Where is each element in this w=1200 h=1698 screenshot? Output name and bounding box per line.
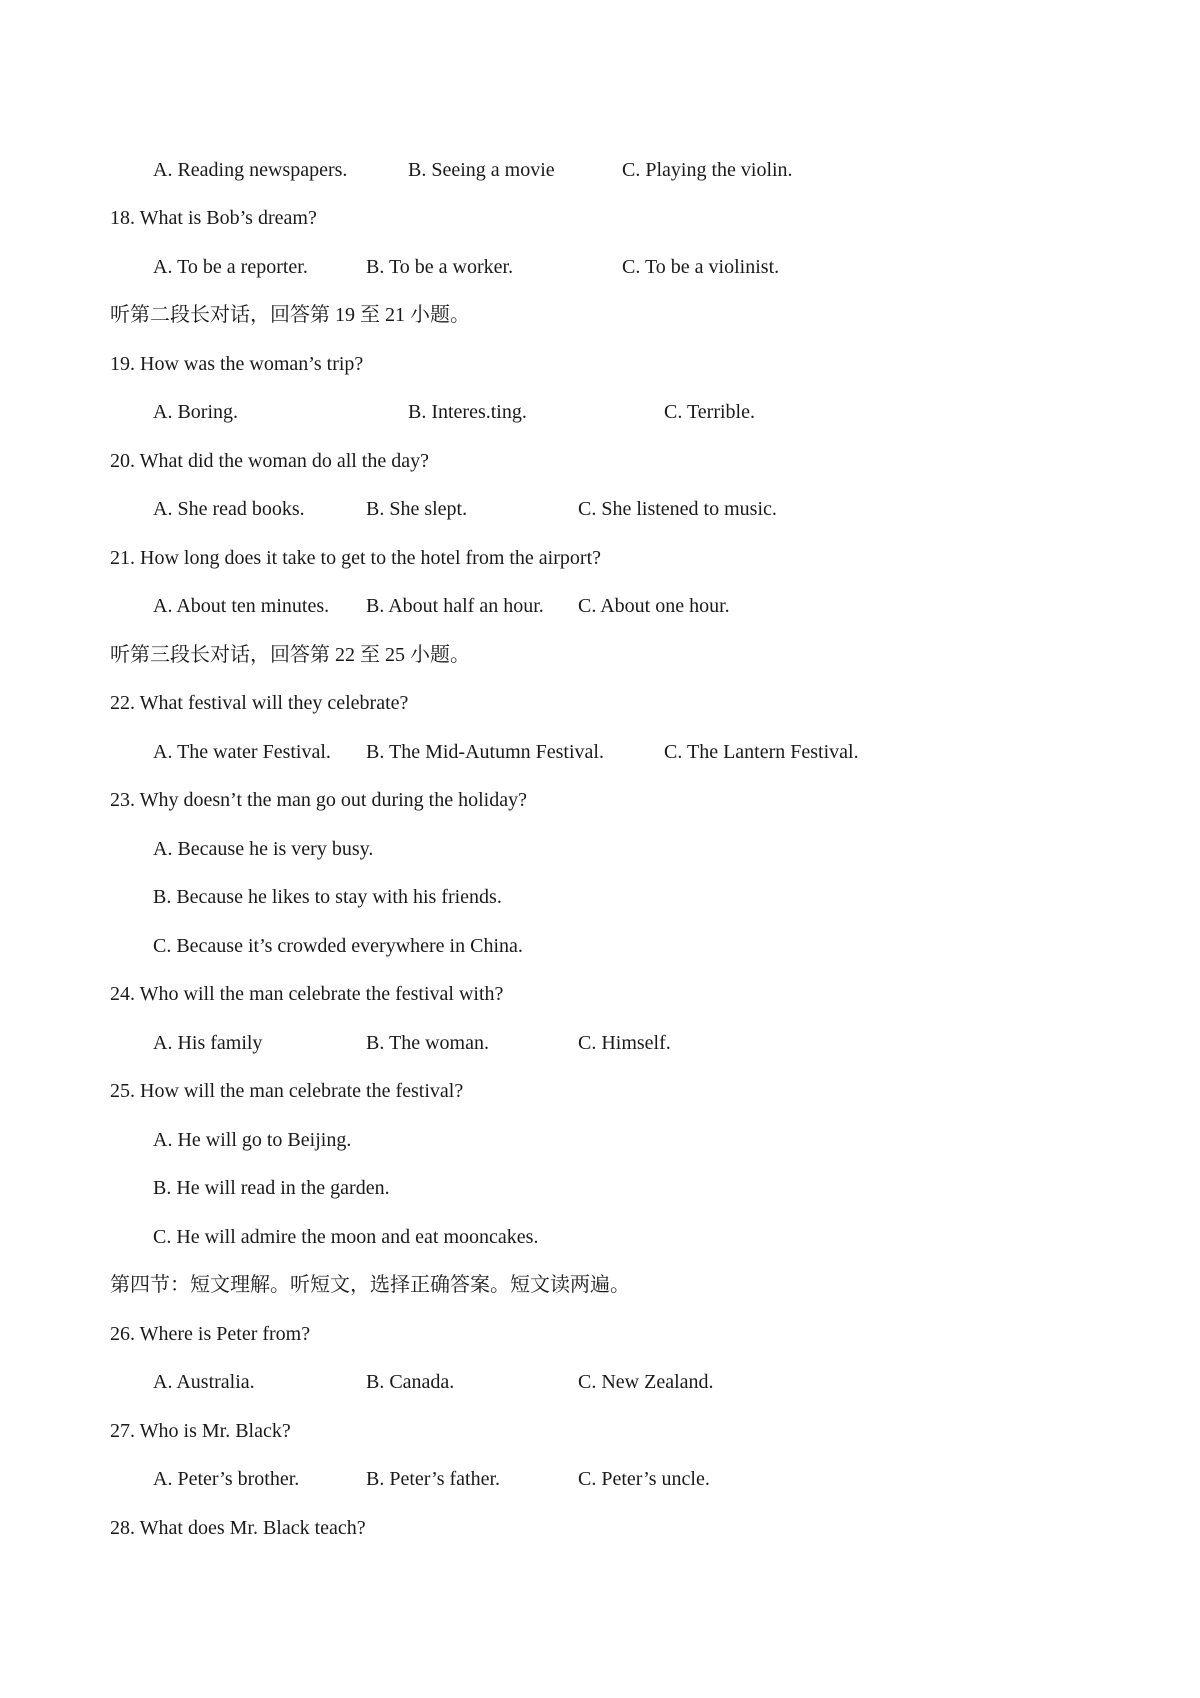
q17-option-a: A. Reading newspapers. — [153, 159, 348, 181]
q22-option-b: B. The Mid-Autumn Festival. — [366, 741, 604, 763]
q20-option-b: B. She slept. — [366, 498, 468, 520]
q27-option-c: C. Peter’s uncle. — [578, 1468, 710, 1490]
q18-question: 18. What is Bob’s dream? — [110, 207, 317, 229]
q22-option-a: A. The water Festival. — [153, 741, 331, 763]
q20-question: 20. What did the woman do all the day? — [110, 450, 429, 472]
q26-option-a: A. Australia. — [153, 1371, 255, 1393]
q28-question: 28. What does Mr. Black teach? — [110, 1517, 366, 1539]
q24-option-a: A. His family — [153, 1032, 263, 1054]
q27-option-a: A. Peter’s brother. — [153, 1468, 300, 1490]
q19-option-a: A. Boring. — [153, 401, 238, 423]
section-4-heading: 第四节：短文理解。听短文，选择正确答案。短文读两遍。 — [110, 1274, 630, 1296]
q25-option-b: B. He will read in the garden. — [153, 1177, 390, 1199]
q23-option-b: B. Because he likes to stay with his friends. — [153, 886, 502, 908]
q23-option-c: C. Because it’s crowded everywhere in China. — [153, 935, 523, 957]
q19-option-c: C. Terrible. — [664, 401, 755, 423]
q20-option-c: C. She listened to music. — [578, 498, 777, 520]
q20-option-a: A. She read books. — [153, 498, 305, 520]
q21-option-a: A. About ten minutes. — [153, 595, 330, 617]
q19-option-b: B. Interes.ting. — [408, 401, 527, 423]
q22-option-c: C. The Lantern Festival. — [664, 741, 859, 763]
q17-option-b: B. Seeing a movie — [408, 159, 555, 181]
q25-option-c: C. He will admire the moon and eat mooncakes. — [153, 1226, 539, 1248]
q21-option-c: C. About one hour. — [578, 595, 730, 617]
q21-question: 21. How long does it take to get to the hotel from the airport? — [110, 547, 601, 569]
q19-question: 19. How was the woman’s trip? — [110, 353, 364, 375]
q26-option-c: C. New Zealand. — [578, 1371, 714, 1393]
q18-option-b: B. To be a worker. — [366, 256, 514, 278]
q17-option-c: C. Playing the violin. — [622, 159, 793, 181]
q22-question: 22. What festival will they celebrate? — [110, 692, 409, 714]
q24-option-c: C. Himself. — [578, 1032, 671, 1054]
q18-option-a: A. To be a reporter. — [153, 256, 308, 278]
q18-option-c: C. To be a violinist. — [622, 256, 780, 278]
q25-question: 25. How will the man celebrate the festival? — [110, 1080, 464, 1102]
q23-question: 23. Why doesn’t the man go out during the holiday? — [110, 789, 527, 811]
q23-option-a: A. Because he is very busy. — [153, 838, 374, 860]
q27-question: 27. Who is Mr. Black? — [110, 1420, 291, 1442]
q21-option-b: B. About half an hour. — [366, 595, 544, 617]
q25-option-a: A. He will go to Beijing. — [153, 1129, 352, 1151]
q26-question: 26. Where is Peter from? — [110, 1323, 311, 1345]
q24-option-b: B. The woman. — [366, 1032, 489, 1054]
q24-question: 24. Who will the man celebrate the festival with? — [110, 983, 504, 1005]
section-dialog-3-heading: 听第三段长对话，回答第 22 至 25 小题。 — [110, 644, 470, 666]
q27-option-b: B. Peter’s father. — [366, 1468, 501, 1490]
section-dialog-2-heading: 听第二段长对话，回答第 19 至 21 小题。 — [110, 304, 470, 326]
q26-option-b: B. Canada. — [366, 1371, 455, 1393]
